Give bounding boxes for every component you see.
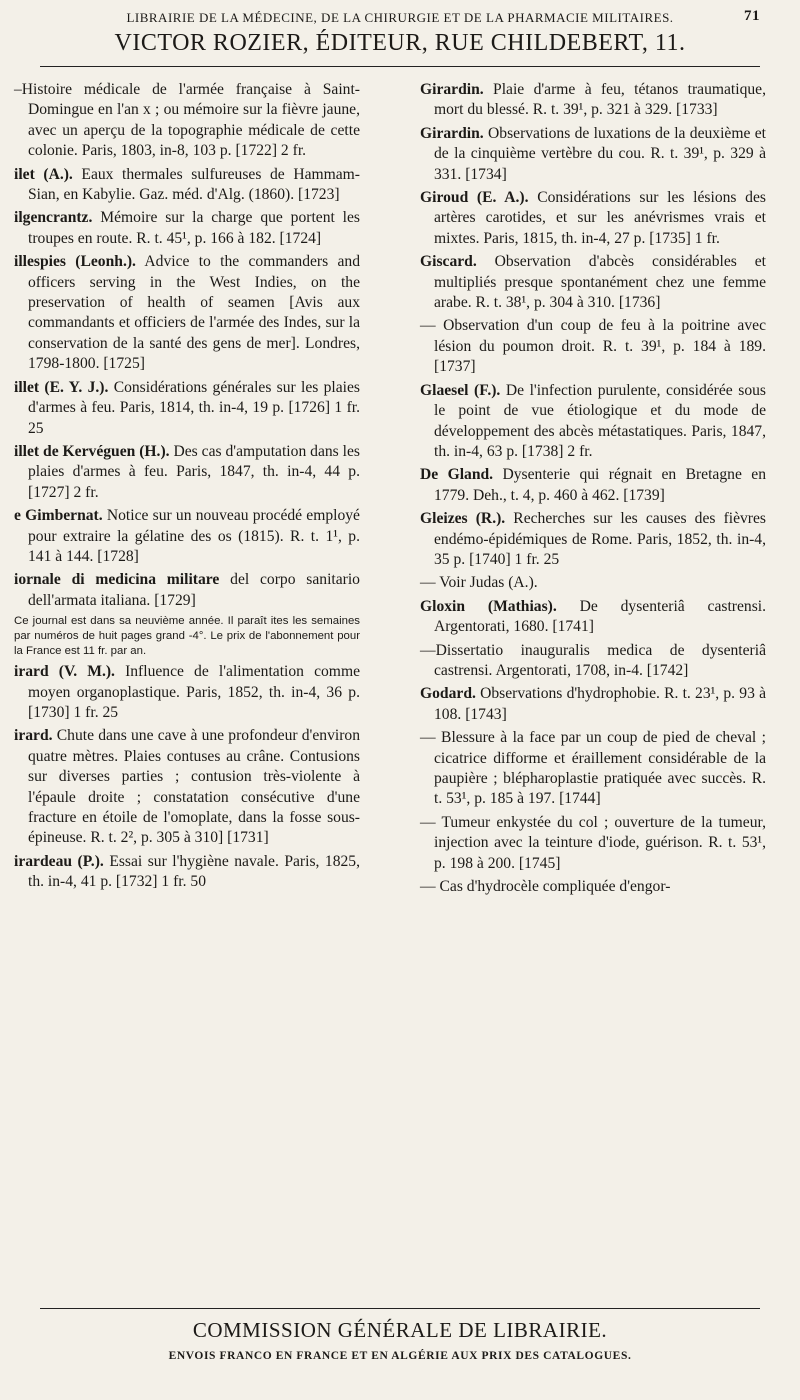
bibliography-entry — [420, 252, 766, 313]
bibliography-entry — [420, 728, 766, 810]
footer-title: COMMISSION GÉNÉRALE DE LIBRAIRIE. — [192, 1318, 608, 1342]
bibliography-entry — [420, 597, 766, 638]
header-divider — [40, 66, 760, 67]
entry-author: De Gland. — [420, 466, 494, 484]
entry-text: Considérations sur les lésions des artères carotides, et sur les anévrismes vrais et mixtes. Paris, 1815, th. in-4, 27 p. [1735] 1 fr. — [434, 189, 766, 247]
footer-divider — [40, 1308, 760, 1309]
bibliography-entry — [14, 442, 360, 503]
footer-subtitle: ENVOIS FRANCO EN FRANCE ET EN ALGÉRIE AUX PRIX DES CATALOGUES. — [168, 1350, 632, 1362]
right-column — [420, 80, 766, 900]
entry-author: illespies (Leonh.). — [14, 253, 136, 271]
entry-author: ilet (A.). — [14, 165, 73, 183]
entry-author: illet (E. Y. J.). — [14, 378, 109, 396]
bibliography-entry — [14, 852, 360, 893]
entry-author: irard. — [14, 727, 53, 745]
entry-author: Glaesel (F.). — [420, 381, 501, 399]
entry-text: Observations de luxations de la deuxième et de la cinquième vertèbre du cou. R. t. 39¹, p. 329 à 331. [1734] — [434, 124, 766, 183]
entry-text: Considérations générales sur les plaies d'armes à feu. Paris, 1814, th. in-4, 19 p. [1726] 1 fr. 25 — [28, 378, 361, 437]
journal-note — [14, 614, 360, 659]
entry-text: — Voir Judas (A.). — [420, 574, 538, 592]
entry-author: Gloxin (Mathias). — [420, 597, 557, 615]
entry-author: e Gimbernat. — [14, 507, 103, 525]
entry-text: –Histoire médicale de l'armée française à Saint-Domingue en l'an x ; ou mémoire sur la fièvre jaune, avec un aperçu de la topographie médicale de cette colonie. Paris, 1803, in-8, 103 p. [1722] 2 fr. — [14, 81, 360, 160]
bibliography-entry — [420, 877, 766, 897]
bibliography-entry — [420, 465, 766, 506]
entry-text: — Blessure à la face par un coup de pied de cheval ; cicatrice difforme et éraillement considérable de la paupière ; blépharoplastie pratiquée avec succès. R. t. 53¹, p. 185 à 197. [1744] — [420, 729, 766, 808]
entry-text: Des cas d'amputation dans les plaies d'armes à feu. Paris, 1847, th. in-4, 44 p. [1727] 2 fr. — [28, 442, 360, 501]
entry-text: De dysenteriâ castrensi. Argentorati, 1680. [1741] — [434, 597, 766, 636]
entry-text: del corpo sanitario dell'armata italiana. [1729] — [28, 571, 360, 609]
entry-text: Eaux thermales sulfureuses de Hammam-Sian, en Kabylie. Gaz. méd. d'Alg. (1860). [1723] — [28, 165, 361, 204]
bibliography-entry — [420, 188, 766, 249]
bibliography-entry — [420, 316, 766, 377]
bibliography-entry — [14, 506, 360, 567]
bibliography-entry — [420, 509, 766, 570]
entry-text: — Cas d'hydrocèle compliquée d'engor- — [420, 878, 671, 896]
bibliography-entry — [14, 378, 360, 439]
entry-text: Dysenterie qui régnait en Bretagne en 1779. Deh., t. 4, p. 460 à 462. [1739] — [434, 466, 766, 504]
entry-author: Giscard. — [420, 253, 477, 271]
entry-text: Mémoire sur la charge que portent les troupes en route. R. t. 45¹, p. 166 à 182. [1724] — [28, 209, 360, 247]
entry-text: Chute dans une cave à une profondeur d'environ quatre mètres. Plaies contuses au crâne. Contusions sur diverses parties ; contusion très-violente à l'épaule droite ; constatation consécutive d'une fracture en étoile de l'omoplate, dans la fosse sous-épineuse. R. t. 2², p. 305 à 310] [1731] — [28, 727, 360, 847]
bibliography-entry — [420, 381, 766, 463]
publisher-header-text: LIBRAIRIE DE LA MÉDECINE, DE LA CHIRURGIE ET DE LA PHARMACIE MILITAIRES. — [126, 10, 674, 25]
entry-text: Observations d'hydrophobie. R. t. 23¹, p. 93 à 108. [1743] — [434, 685, 766, 723]
bibliography-entry — [14, 208, 360, 249]
entry-text: Influence de l'alimentation comme moyen organoplastique. Paris, 1852, th. in-4, 36 p. [1730] 1 fr. 25 — [28, 663, 360, 721]
bibliography-entry — [14, 252, 360, 374]
bibliography-entry — [14, 80, 360, 162]
entry-text: — Tumeur enkystée du col ; ouverture de la tumeur, injection avec la teinture d'iode, guérison. R. t. 53¹, p. 198 à 200. [1745] — [420, 813, 766, 872]
entry-text: Plaie d'arme à feu, tétanos traumatique, mort du blessé. R. t. 39¹, p. 321 à 329. [1733] — [434, 81, 767, 119]
bibliography-entry — [14, 165, 360, 206]
entry-author: Girardin. — [420, 124, 484, 142]
entry-text: Observation d'abcès considérables et multipliés presque spontanément chez une femme arabe. R. t. 38¹, p. 304 à 310. [1736] — [434, 253, 766, 312]
bibliography-entry — [420, 124, 766, 185]
entry-text: — Observation d'un coup de feu à la poitrine avec lésion du poumon droit. R. t. 39¹, p. 184 à 189. [1737] — [420, 317, 766, 376]
entry-author: Godard. — [420, 685, 476, 703]
bibliography-entry — [14, 662, 360, 723]
entry-author: Girardin. — [420, 81, 484, 98]
bibliography-entry — [420, 573, 766, 593]
bibliography-entry — [420, 813, 766, 874]
entry-author: illet de Kervéguen (H.). — [14, 442, 170, 460]
bibliography-entry — [420, 684, 766, 725]
entry-text: Essai sur l'hygiène navale. Paris, 1825, th. in-4, 41 p. [1732] 1 fr. 50 — [28, 852, 361, 891]
bibliography-entry — [420, 641, 766, 682]
left-column — [14, 80, 360, 896]
entry-text: De l'infection purulente, considérée sous le point de vue étiologique et du mode de développement des abcès métastatiques. Paris, 1847, th. in-4, 63 p. [1738] 2 fr. — [434, 381, 766, 460]
editor-title: VICTOR ROZIER, ÉDITEUR, RUE CHILDEBERT, 11. — [114, 30, 686, 56]
entry-author: irard (V. M.). — [14, 663, 115, 681]
entry-author: Gleizes (R.). — [420, 510, 506, 528]
entry-author: Giroud (E. A.). — [420, 189, 529, 207]
entry-author: irardeau (P.). — [14, 852, 104, 870]
entry-text: —Dissertatio inauguralis medica de dysenteriâ castrensi. Argentorati, 1708, in-4. [1742] — [420, 641, 766, 679]
entry-text: Recherches sur les causes des fièvres endémo-épidémiques de Rome. Paris, 1852, th. in-4, 35 p. [1740] 1 fr. 25 — [434, 510, 766, 568]
entry-text: Ce journal est dans sa neuvième année. Il paraît ites les semaines par numéros de huit pages grand -4°. Le prix de l'abonnement pour la France est 11 fr. par an. — [14, 615, 360, 658]
bibliography-entry — [14, 570, 360, 611]
entry-text: Notice sur un nouveau procédé employé pour extraire la gélatine des os (1815). R. t. 1¹, p. 141 à 144. [1728] — [28, 507, 360, 565]
page-number: 71 — [744, 8, 760, 24]
publisher-header-line — [40, 10, 760, 32]
bibliography-entry — [420, 80, 766, 121]
entry-author: ilgencrantz. — [14, 209, 93, 227]
bibliography-entry — [14, 726, 360, 848]
entry-text: Advice to the commanders and officers serving in the West Indies, on the preservation of health of seamen [Avis aux commandants et officiers de l'armée des Indes, sur la conservation de la santé des gens de mer]. Londres, 1798-1800. [1725] — [28, 253, 360, 373]
entry-author: iornale di medicina militare — [14, 571, 220, 589]
